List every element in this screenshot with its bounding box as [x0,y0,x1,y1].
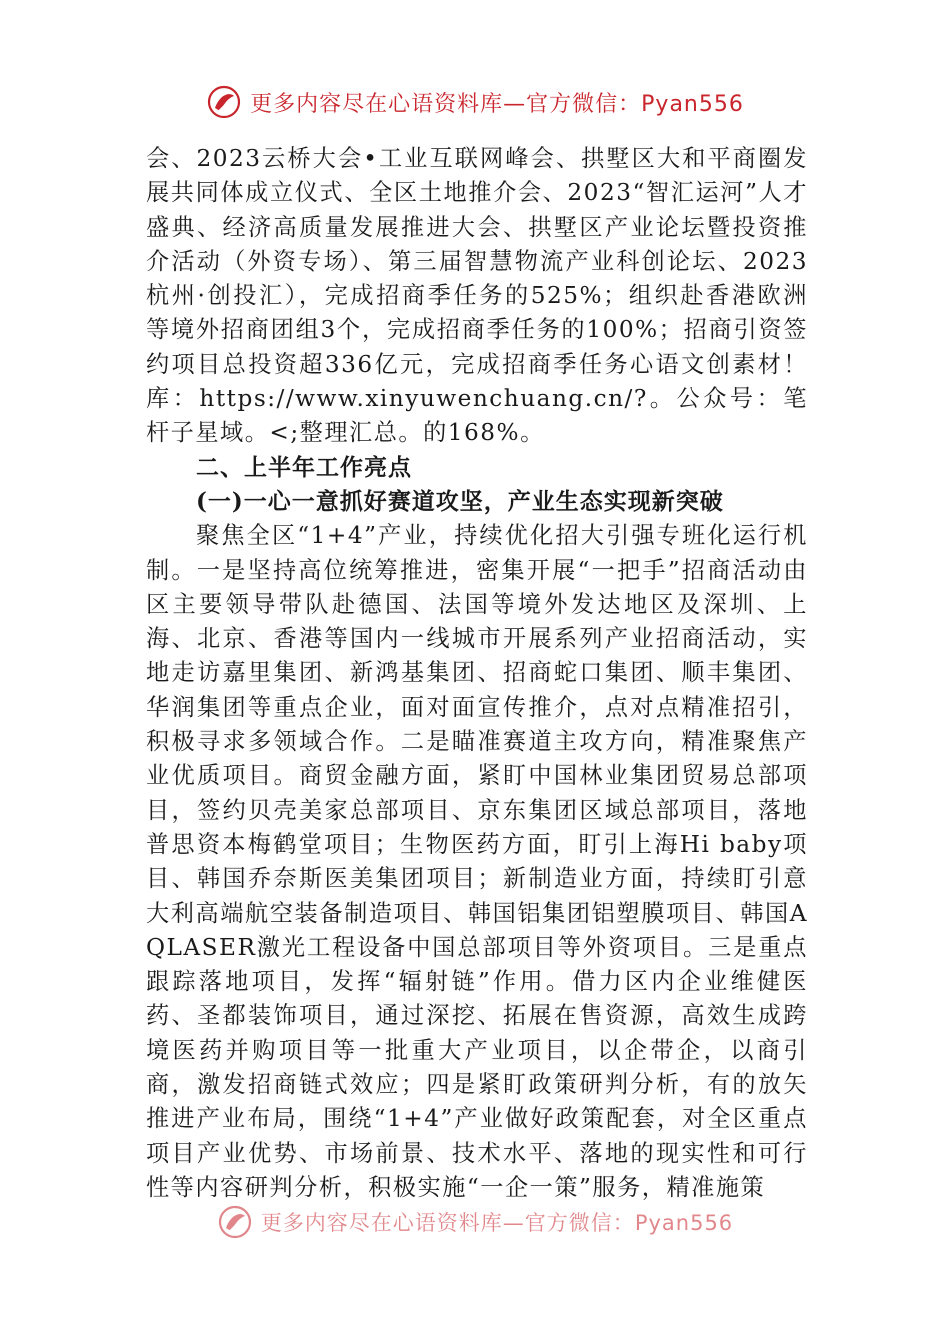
subsection-heading: (一)一心一意抓好赛道攻坚，产业生态实现新突破 [196,487,724,515]
footer-wechat-id: Pyan556 [634,1211,734,1235]
section-heading: 二、上半年工作亮点 [196,454,412,481]
paragraph-continuation: 会、2023云桥大会•工业互联网峰会、拱墅区大和平商圈发展共同体成立仪式、全区土地推介会、2023“智汇运河”人才盛典、经济高质量发展推进大会、拱墅区产业论坛暨投资推介活动（外资专场）、第三届智慧物流产业科创论坛、2023杭州·创投汇），完成招商季任务的525%；组织赴香港欧洲等境外招商团组3个，完成招商季任务的100%；招商引资签约项目总投资超336亿元，完成招商季任务心语文创素材！库：https://www.xinyuwenchuang.cn/?。公众号：笔杆子星域。<;整理汇总。的168%。 [146,145,808,447]
header-banner-text: 更多内容尽在心语资料库—官方微信：Pyan556 [250,91,744,117]
footer-watermark-banner [0,1204,950,1240]
seal-logo-icon [206,84,242,120]
paragraph-body: 聚焦全区“1+4”产业，持续优化招大引强专班化运行机制。一是坚持高位统筹推进，密集开展“一把手”招商活动由区主要领导带队赴德国、法国等境外发达地区及深圳、上海、北京、香港等国内一线城市开展系列产业招商活动，实地走访嘉里集团、新鸿基集团、招商蛇口集团、顺丰集团、华润集团等重点企业，面对面宣传推介，点对点精准招引，积极寻求多领域合作。二是瞄准赛道主攻方向，精准聚焦产业优质项目。商贸金融方面，紧盯中国林业集团贸易总部项目，签约贝壳美家总部项目、京东集团区域总部项目，落地普思资本梅鹤堂项目；生物医药方面，盯引上海Hi baby项目、韩国乔奈斯医美集团项目；新制造业方面，持续盯引意大利高端航空装备制造项目、韩国铝集团铝塑膜项目、韩国AQLASER激光工程设备中国总部项目等外资项目。三是重点跟踪落地项目，发挥“辐射链”作用。借力区内企业维健医药、圣都装饰项目，通过深挖、拓展在售资源，高效生成跨境医药并购项目等一批重大产业项目，以企带企，以商引商，激发招商链式效应；四是紧盯政策研判分析，有的放矢推进产业布局，围绕“1+4”产业做好政策配套，对全区重点项目产业优势、市场前景、技术水平、落地的现实性和可行性等内容研判分析，积极实施“一企一策”服务，精准施策 [146,522,808,1201]
header-wechat-id: Pyan556 [641,91,744,117]
footer-banner-text: 更多内容尽在心语资料库—官方微信：Pyan556 [260,1211,734,1235]
seal-logo-icon [217,1204,253,1240]
document-body [146,142,808,1205]
header-watermark-banner [0,82,950,122]
